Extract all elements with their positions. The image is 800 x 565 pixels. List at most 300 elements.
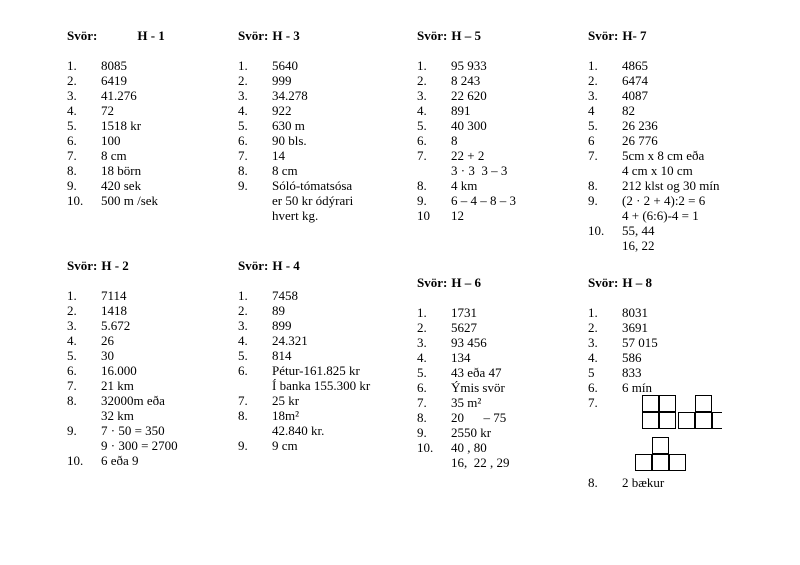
- answer-line: 32 km: [101, 408, 134, 423]
- answer-text: [451, 133, 458, 148]
- answer-number: 7.: [588, 148, 598, 163]
- answer-text: [622, 305, 648, 320]
- section-code: H- 7: [622, 28, 647, 43]
- answer-number: 6: [588, 133, 595, 148]
- answer-line: 3691: [622, 320, 648, 335]
- answer-text: [451, 178, 477, 193]
- answer-item: [238, 333, 408, 348]
- answer-list: [588, 58, 758, 253]
- answer-item: [67, 118, 237, 133]
- answer-text: [101, 148, 127, 163]
- answer-text: [101, 453, 139, 468]
- answer-text: [272, 318, 292, 333]
- section-code: H – 8: [622, 275, 652, 290]
- answer-number: 6.: [238, 133, 248, 148]
- answer-number: 1.: [238, 288, 248, 303]
- answer-number: 3.: [67, 318, 77, 333]
- answer-number: 5.: [238, 348, 248, 363]
- answer-text: [451, 73, 480, 88]
- answers-h6: [417, 275, 587, 470]
- answer-item: [417, 440, 587, 470]
- answer-item: [67, 333, 237, 348]
- answer-number: 6.: [417, 380, 427, 395]
- section-title: [67, 258, 237, 274]
- answer-line: 134: [451, 350, 471, 365]
- answer-text: [622, 223, 655, 253]
- answer-text: [272, 393, 299, 408]
- answer-item: [588, 395, 758, 475]
- answer-text: [101, 303, 127, 318]
- answer-number: 3.: [588, 88, 598, 103]
- answer-number: 5.: [588, 118, 598, 133]
- answer-text: [451, 440, 510, 470]
- answer-item: [417, 73, 587, 88]
- answer-line: 90 bls.: [272, 133, 307, 148]
- answer-line: 1418: [101, 303, 127, 318]
- answer-line: Í banka 155.300 kr: [272, 378, 371, 393]
- answer-number: 9.: [238, 438, 248, 453]
- answer-number: 2.: [238, 73, 248, 88]
- answer-item: [417, 395, 587, 410]
- answer-item: [588, 475, 758, 490]
- answer-text: [101, 133, 121, 148]
- section-title: [238, 258, 408, 274]
- answer-number: 2.: [417, 73, 427, 88]
- answer-text: [622, 88, 648, 103]
- section-label: Svör:: [238, 258, 269, 273]
- answer-line: 999: [272, 73, 292, 88]
- answer-item: [238, 393, 408, 408]
- answer-text: [101, 88, 137, 103]
- answer-text: [451, 58, 487, 73]
- answer-item: [588, 88, 758, 103]
- answer-line: Ýmis svör: [451, 380, 505, 395]
- answer-text: [451, 335, 487, 350]
- shape-square: [643, 396, 676, 429]
- answer-text: [622, 475, 664, 490]
- grid-cell: [636, 455, 652, 471]
- answer-text: [451, 380, 505, 395]
- answer-text: [622, 350, 642, 365]
- answer-number: 6.: [67, 363, 77, 378]
- grid-cell: [660, 396, 676, 412]
- answer-item: [588, 380, 758, 395]
- answer-number: 5.: [417, 118, 427, 133]
- answer-number: 3.: [238, 318, 248, 333]
- answer-number: 4.: [417, 103, 427, 118]
- grid-cell: [670, 455, 686, 471]
- answer-item: [417, 193, 587, 208]
- answer-number: 8.: [238, 408, 248, 423]
- answers-h2: [67, 258, 237, 468]
- answer-line: 1731: [451, 305, 477, 320]
- answer-item: [238, 133, 408, 148]
- answer-line: 5.672: [101, 318, 131, 333]
- answer-text: [272, 348, 292, 363]
- section-title: [588, 275, 758, 291]
- grid-cell: [696, 413, 712, 429]
- answer-number: 8.: [67, 393, 77, 408]
- answer-text: [272, 118, 305, 133]
- answer-item: [238, 58, 408, 73]
- answer-list: [417, 305, 587, 470]
- answer-text: [272, 133, 307, 148]
- answer-number: 1.: [67, 58, 77, 73]
- answer-item: [67, 348, 237, 363]
- answer-number: 10.: [417, 440, 434, 455]
- answer-line: 7458: [272, 288, 298, 303]
- answer-text: [101, 103, 114, 118]
- answer-text: [451, 208, 464, 223]
- section-label: Svör:: [588, 275, 619, 290]
- grid-shapes-figure: [622, 395, 722, 475]
- answer-line: 22 620: [451, 88, 487, 103]
- answer-item: [588, 223, 758, 253]
- answer-number: 9.: [417, 193, 427, 208]
- answer-text: [622, 365, 642, 380]
- answer-text: [101, 363, 137, 378]
- section-code: H - 2: [101, 258, 129, 273]
- answer-line: 14: [272, 148, 285, 163]
- grid-cell: [653, 455, 669, 471]
- answer-number: 6.: [417, 133, 427, 148]
- answer-line: 6 eða 9: [101, 453, 139, 468]
- answer-number: 6.: [238, 363, 248, 378]
- answer-number: 2.: [588, 73, 598, 88]
- answer-line: 922: [272, 103, 292, 118]
- grid-cell: [643, 396, 659, 412]
- answer-line: 6419: [101, 73, 127, 88]
- answer-line: 630 m: [272, 118, 305, 133]
- answer-list: [588, 305, 758, 490]
- answer-text: [451, 305, 477, 320]
- answer-number: 6.: [588, 380, 598, 395]
- answer-line: 40 , 80: [451, 440, 487, 455]
- answer-text: [101, 393, 165, 423]
- answer-line: 26: [101, 333, 114, 348]
- answer-line: 41.276: [101, 88, 137, 103]
- answer-line: 2 bækur: [622, 475, 665, 490]
- answer-line: 93 456: [451, 335, 487, 350]
- answer-text: [101, 163, 141, 178]
- answer-line: 500 m /sek: [101, 193, 159, 208]
- answer-item: [238, 178, 408, 223]
- answer-text: [101, 73, 127, 88]
- answer-text: [101, 378, 134, 393]
- answer-item: [417, 335, 587, 350]
- answer-item: [588, 178, 758, 193]
- answer-number: 4: [588, 103, 595, 118]
- section-code: H - 3: [272, 28, 300, 43]
- answer-number: 2.: [67, 303, 77, 318]
- answer-number: 4.: [588, 350, 598, 365]
- answer-item: [417, 103, 587, 118]
- answer-text: [101, 178, 141, 193]
- answer-list: [67, 288, 237, 468]
- answer-line: 34.278: [272, 88, 308, 103]
- answer-item: [238, 163, 408, 178]
- answer-line: 3 · 3 3 – 3: [451, 163, 508, 178]
- answer-line: 4087: [622, 88, 648, 103]
- answer-line: 8085: [101, 58, 127, 73]
- answer-item: [588, 193, 758, 223]
- answer-line: 2550 kr: [451, 425, 492, 440]
- answer-line: 22 + 2: [451, 148, 485, 163]
- answer-line: 5cm x 8 cm eða: [622, 148, 705, 163]
- answer-text: [451, 193, 516, 208]
- answer-number: 3.: [417, 88, 427, 103]
- answer-text: [622, 103, 635, 118]
- answer-number: 3.: [67, 88, 77, 103]
- answer-text: [622, 380, 652, 395]
- answer-text: [451, 395, 481, 410]
- answer-line: 8: [451, 133, 458, 148]
- answer-item: [67, 73, 237, 88]
- answer-text: [451, 365, 502, 380]
- answer-line: 8 243: [451, 73, 481, 88]
- answer-line: 26 236: [622, 118, 658, 133]
- answer-number: 8.: [588, 475, 598, 490]
- answers-h5: [417, 28, 587, 223]
- answer-line: 814: [272, 348, 292, 363]
- answer-item: [67, 453, 237, 468]
- answer-item: [238, 408, 408, 438]
- grid-cell: [643, 413, 659, 429]
- answer-item: [417, 365, 587, 380]
- answer-text: [272, 58, 298, 73]
- grid-cell: [696, 396, 712, 412]
- answer-item: [588, 350, 758, 365]
- answer-line: 89: [272, 303, 285, 318]
- answer-item: [238, 318, 408, 333]
- answer-text: [272, 103, 292, 118]
- answer-item: [588, 118, 758, 133]
- answer-number: 4.: [67, 103, 77, 118]
- section-code: H – 6: [451, 275, 481, 290]
- answer-item: [417, 118, 587, 133]
- answer-item: [238, 363, 408, 393]
- grid-cell: [653, 438, 669, 454]
- answer-number: 4.: [417, 350, 427, 365]
- answer-item: [67, 363, 237, 378]
- answer-line: 35 m²: [451, 395, 482, 410]
- answer-item: [417, 425, 587, 440]
- answer-item: [67, 148, 237, 163]
- section-code: H - 1: [137, 28, 165, 43]
- answer-text: [451, 320, 477, 335]
- answer-line: 9 · 300 = 2700: [101, 438, 178, 453]
- answer-text: [451, 410, 506, 425]
- answer-line: (2 · 2 + 4):2 = 6: [622, 193, 706, 208]
- answer-line: 40 300: [451, 118, 487, 133]
- answer-item: [588, 320, 758, 335]
- answer-item: [238, 103, 408, 118]
- answer-text: [451, 88, 487, 103]
- answer-number: 1.: [238, 58, 248, 73]
- answer-line: Sóló-tómatsósa: [272, 178, 353, 193]
- answer-item: [417, 380, 587, 395]
- answer-line: 4 + (6:6)-4 = 1: [622, 208, 699, 223]
- answer-number: 3.: [417, 335, 427, 350]
- answer-line: 8 cm: [101, 148, 127, 163]
- answer-number: 7.: [417, 148, 427, 163]
- answer-list: [238, 288, 408, 453]
- answer-number: 1.: [67, 288, 77, 303]
- answer-text: [101, 333, 114, 348]
- answer-number: 5: [588, 365, 595, 380]
- answer-line: 4 cm x 10 cm: [622, 163, 693, 178]
- answer-line: 891: [451, 103, 471, 118]
- answer-item: [588, 148, 758, 178]
- answer-text: [622, 193, 705, 223]
- grid-cell: [713, 413, 723, 429]
- answer-line: 1518 kr: [101, 118, 142, 133]
- answer-number: 5.: [67, 348, 77, 363]
- answer-text: [272, 288, 298, 303]
- answer-line: 57 015: [622, 335, 658, 350]
- answer-number: 2.: [417, 320, 427, 335]
- section-label: Svör:: [417, 275, 448, 290]
- answer-item: [238, 148, 408, 163]
- answer-text: [272, 148, 285, 163]
- answer-item: [238, 288, 408, 303]
- answer-number: 2.: [67, 73, 77, 88]
- answer-number: 2.: [238, 303, 248, 318]
- answers-h1: [67, 28, 237, 208]
- answer-number: 1.: [588, 58, 598, 73]
- answer-line: 72: [101, 103, 114, 118]
- answers-h3: [238, 28, 408, 223]
- answer-number: 7.: [238, 148, 248, 163]
- answer-line: 8 cm: [272, 163, 298, 178]
- answer-line: 18m²: [272, 408, 300, 423]
- answer-item: [588, 335, 758, 350]
- answers-h7: [588, 28, 758, 253]
- section-title: [417, 28, 587, 44]
- answer-number: 7.: [588, 395, 598, 410]
- answer-line: 95 933: [451, 58, 487, 73]
- answer-line: Pétur-161.825 kr: [272, 363, 360, 378]
- answer-text: [622, 395, 722, 475]
- answer-text: [622, 335, 658, 350]
- answer-line: 30: [101, 348, 114, 363]
- answer-text: [622, 118, 658, 133]
- answer-line: 833: [622, 365, 642, 380]
- answer-text: [101, 58, 127, 73]
- answer-text: [451, 350, 471, 365]
- answer-item: [67, 393, 237, 423]
- answers-h4: [238, 258, 408, 453]
- section-title: [238, 28, 408, 44]
- section-title: [417, 275, 587, 291]
- answer-item: [238, 303, 408, 318]
- section-label: Svör:: [67, 28, 98, 43]
- answer-line: 32000m eða: [101, 393, 165, 408]
- answer-item: [67, 88, 237, 103]
- answer-item: [417, 410, 587, 425]
- answer-number: 9.: [238, 178, 248, 193]
- answer-item: [67, 58, 237, 73]
- answer-item: [588, 305, 758, 320]
- answer-line: 24.321: [272, 333, 308, 348]
- section-label: Svör:: [588, 28, 619, 43]
- answer-item: [238, 118, 408, 133]
- answer-number: 5.: [417, 365, 427, 380]
- answer-line: 43 eða 47: [451, 365, 502, 380]
- answer-number: 1.: [588, 305, 598, 320]
- answer-number: 8.: [588, 178, 598, 193]
- answer-number: 2.: [588, 320, 598, 335]
- answer-item: [67, 103, 237, 118]
- answer-text: [101, 118, 141, 133]
- answer-text: [622, 58, 648, 73]
- answer-item: [67, 133, 237, 148]
- answer-text: [101, 318, 130, 333]
- answer-text: [272, 363, 370, 393]
- answer-item: [67, 423, 237, 453]
- answer-item: [417, 178, 587, 193]
- answer-item: [588, 365, 758, 380]
- answer-item: [417, 350, 587, 365]
- answer-line: 6474: [622, 73, 648, 88]
- answer-line: 82: [622, 103, 635, 118]
- answer-text: [101, 348, 114, 363]
- section-code: H – 5: [451, 28, 481, 43]
- answer-line: 16, 22 , 29: [451, 455, 510, 470]
- answer-line: 12: [451, 208, 464, 223]
- answer-line: 55, 44: [622, 223, 655, 238]
- answer-number: 3.: [238, 88, 248, 103]
- answer-item: [417, 88, 587, 103]
- section-title: [588, 28, 758, 44]
- answer-number: 3.: [588, 335, 598, 350]
- answer-item: [417, 58, 587, 73]
- answer-item: [67, 303, 237, 318]
- answer-number: 5.: [238, 118, 248, 133]
- answer-number: 8.: [67, 163, 77, 178]
- answer-line: 586: [622, 350, 642, 365]
- answer-text: [622, 73, 648, 88]
- answer-line: 4865: [622, 58, 648, 73]
- answer-line: 26 776: [622, 133, 658, 148]
- answer-number: 7.: [67, 378, 77, 393]
- answer-text: [272, 438, 298, 453]
- answer-text: [622, 133, 658, 148]
- answer-item: [417, 208, 587, 223]
- answer-item: [588, 58, 758, 73]
- answer-number: 8.: [417, 410, 427, 425]
- answer-line: 4 km: [451, 178, 478, 193]
- answer-number: 8.: [238, 163, 248, 178]
- answer-number: 8.: [417, 178, 427, 193]
- grid-cell: [660, 413, 676, 429]
- answer-text: [272, 73, 292, 88]
- answer-line: 42.840 kr.: [272, 423, 325, 438]
- answer-list: [238, 58, 408, 223]
- answer-text: [101, 288, 127, 303]
- section-label: Svör:: [238, 28, 269, 43]
- answer-line: 6 mín: [622, 380, 652, 395]
- answer-text: [622, 178, 720, 193]
- answer-line: 7 · 50 = 350: [101, 423, 165, 438]
- answer-number: 4.: [67, 333, 77, 348]
- answer-text: [451, 103, 471, 118]
- answer-line: 25 kr: [272, 393, 300, 408]
- answer-line: 20 – 75: [451, 410, 507, 425]
- answer-item: [588, 133, 758, 148]
- answer-number: 5.: [67, 118, 77, 133]
- answer-line: 21 km: [101, 378, 134, 393]
